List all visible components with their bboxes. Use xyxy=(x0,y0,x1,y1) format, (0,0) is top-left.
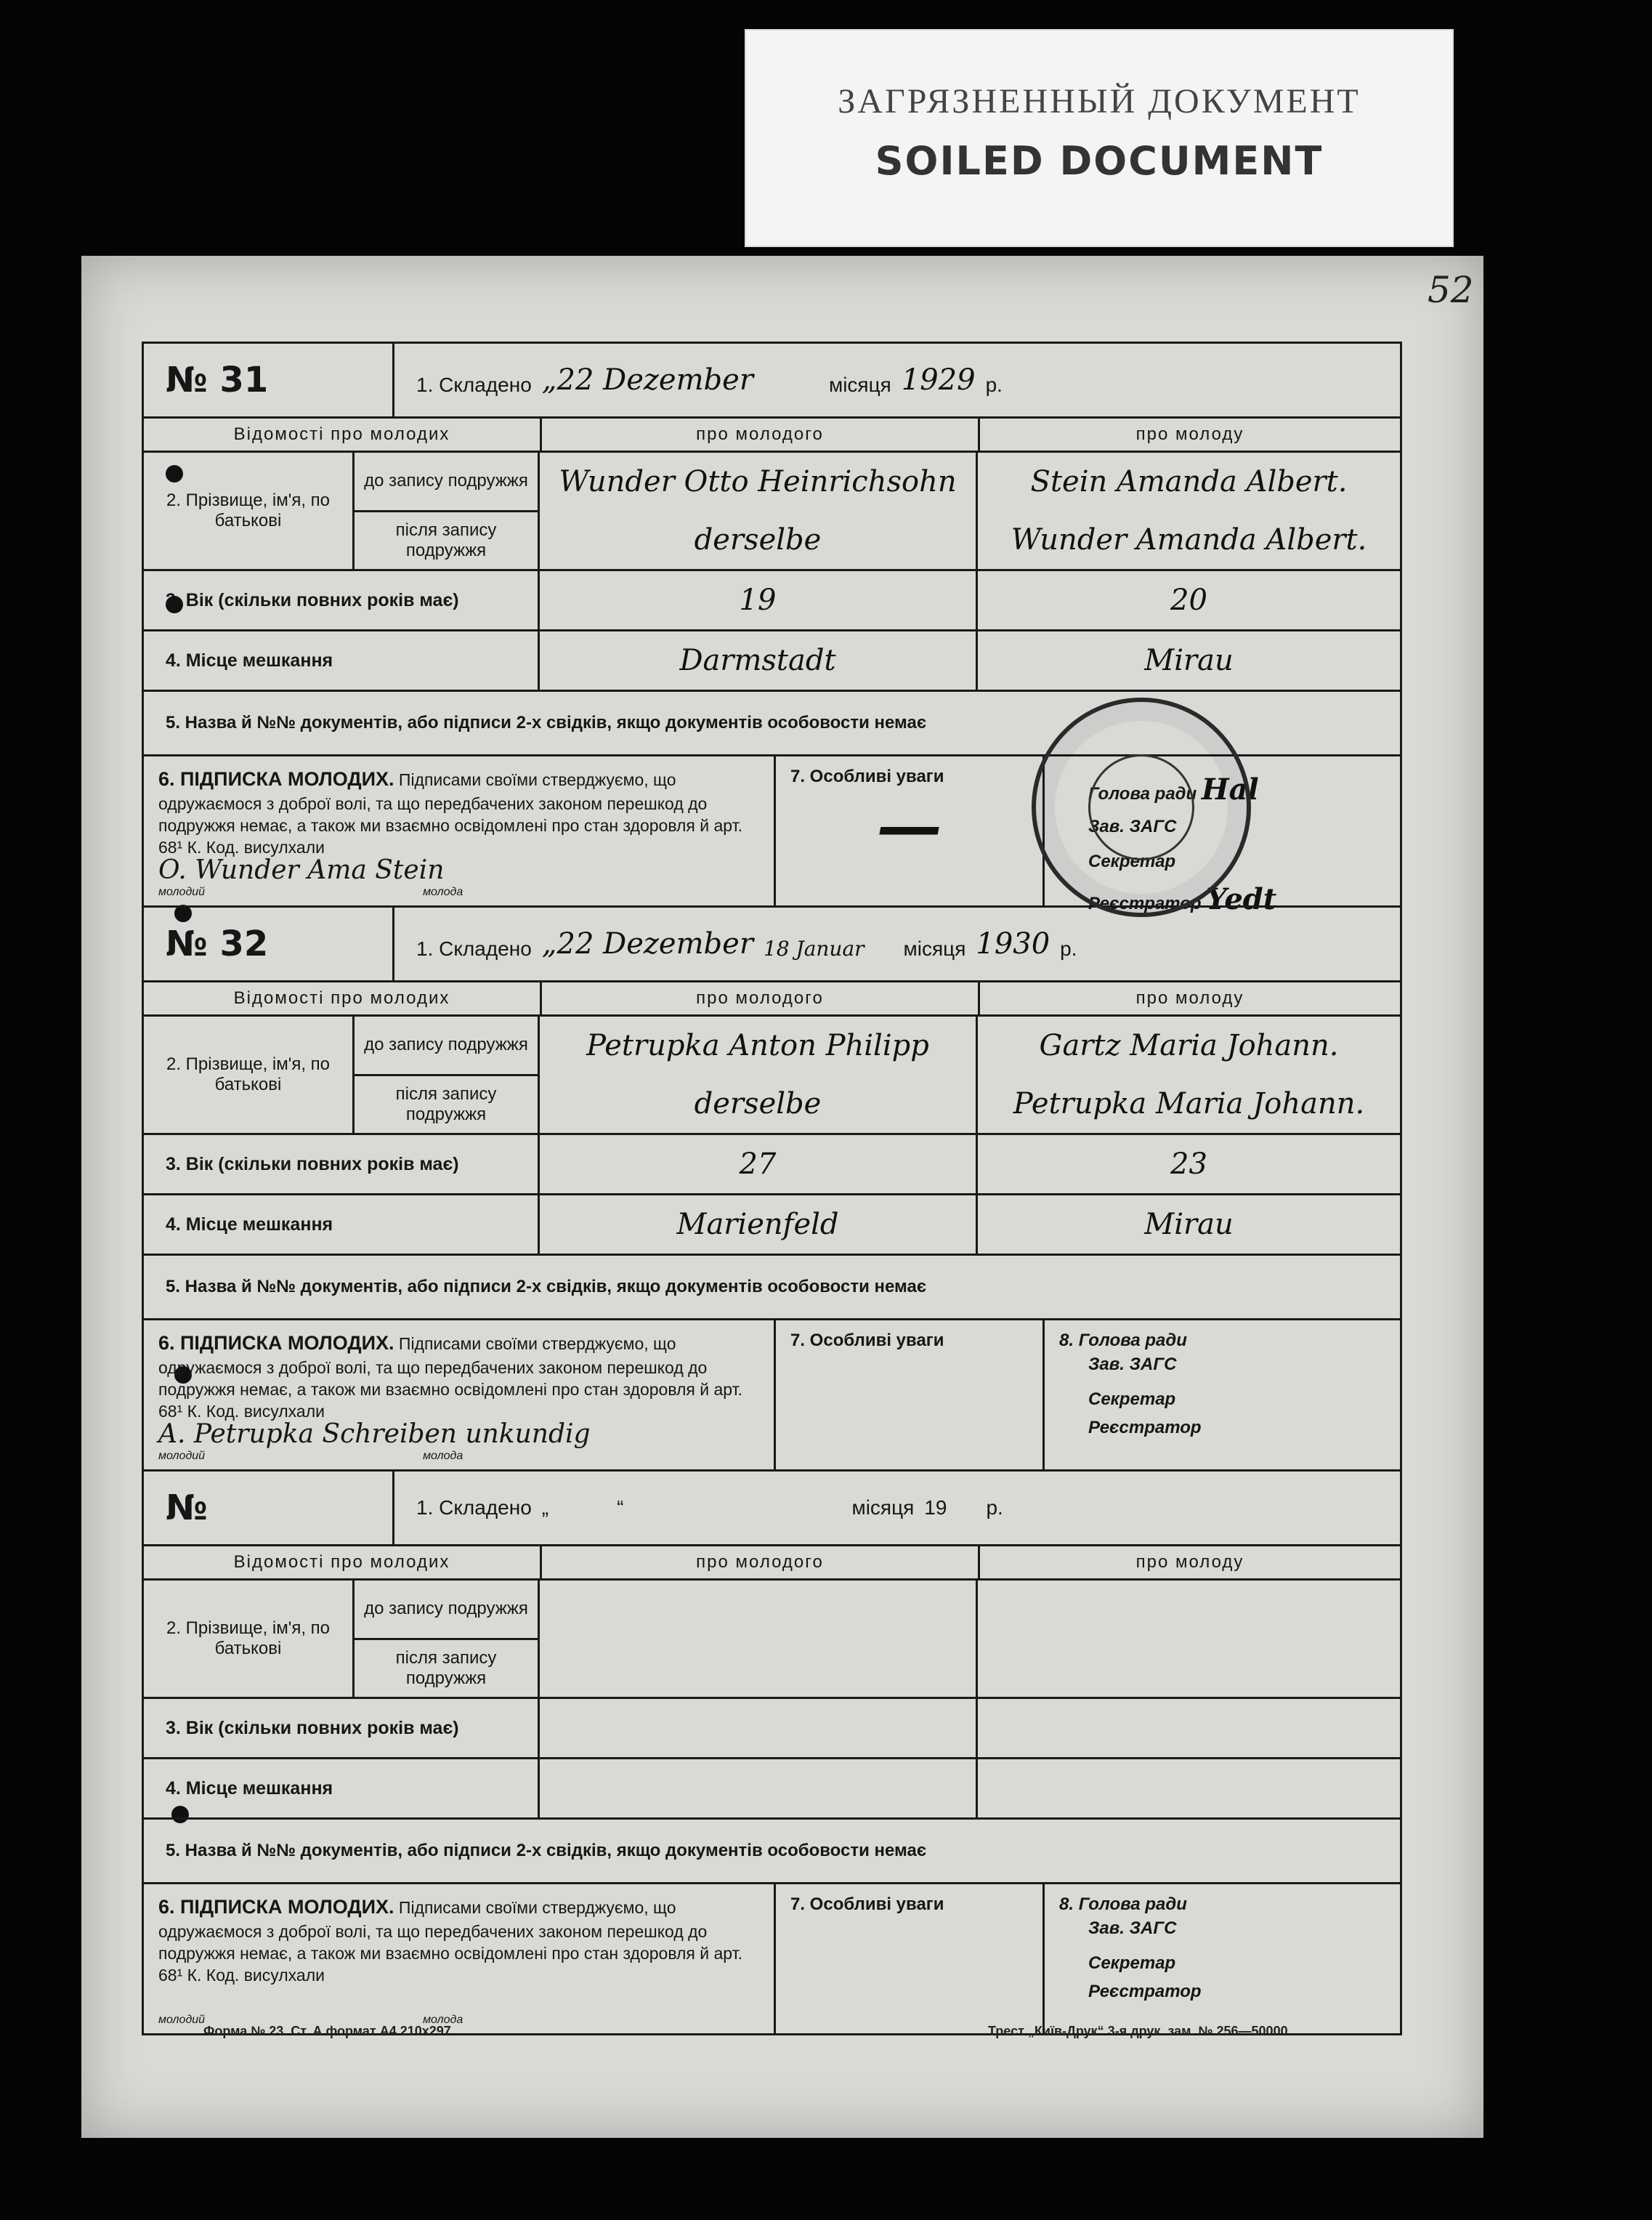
header-groom: про молодого xyxy=(542,1546,980,1578)
sign-title: 6. ПІДПИСКА МОЛОДИХ. xyxy=(158,1332,394,1354)
header-bride: про молоду xyxy=(1135,988,1244,1008)
after-label: після запису подружжя xyxy=(395,1647,497,1688)
secretary-label: Секретар xyxy=(1088,852,1176,872)
secretary-label: Секретар xyxy=(1088,1953,1176,1974)
month-label: місяця xyxy=(828,374,891,396)
sign-text: Підписами своїми стверджуємо, що одружаємося з доброї волі, та що передбачених законом перешкод до подружжя немає, а також ми взаємно освідомлені про стан здоровля й арт. 68¹ К. Код. висулхали xyxy=(158,770,742,857)
sign-text: Підписами своїми стверджуємо, що одружаємося з доброї волі, та що передбачених законом перешкод до подружжя немає, а також ми взаємно освідомлені про стан здоровля й арт. 68¹ К. Код. висулхали xyxy=(158,1898,742,1985)
official-block xyxy=(1045,1884,1400,2033)
couple-signatures: A. Petrupka Schreiben unkundig xyxy=(158,1419,591,1450)
composed-correction: 18 Januar xyxy=(763,937,865,961)
header-groom: про молодого xyxy=(542,982,980,1014)
notes-block xyxy=(776,756,1045,905)
composed-year: 19 xyxy=(924,1496,947,1519)
record-32 xyxy=(142,905,1402,1472)
record-number-value: № 31 xyxy=(166,360,269,400)
header-bride: про молоду xyxy=(1135,1552,1244,1572)
name-label: 2. Прізвище, ім'я, по батькові xyxy=(144,1017,355,1133)
bride-name-after: Petrupka Maria Johann. xyxy=(1013,1087,1365,1121)
secretary-signature: Yedt xyxy=(1206,881,1277,916)
sign-text: Підписами своїми стверджуємо, що одружаємося з доброї волі, та що передбачених законом перешкод до подружжя немає, а також ми взаємно освідомлені про стан здоровля й арт. 68¹ К. Код. висулхали xyxy=(158,1334,742,1421)
groom-age: 27 xyxy=(739,1147,777,1181)
head-num: 8. xyxy=(1059,1894,1074,1914)
secretary-label: Секретар xyxy=(1088,1389,1176,1410)
couple-signature-block xyxy=(144,1320,776,1469)
composed-day: „22 Dezember xyxy=(541,927,753,961)
header-info: Відомості про молодих xyxy=(144,1546,542,1578)
zags-label: Зав. ЗАГС xyxy=(1088,817,1177,836)
header-info: Відомості про молодих xyxy=(144,419,542,451)
header-bride: про молоду xyxy=(1135,424,1244,444)
age-label: 3. Вік (скільки повних років має) xyxy=(144,1135,540,1193)
groom-sig-label: молодий xyxy=(158,885,206,898)
groom-name-after: derselbe xyxy=(694,1087,822,1121)
registrar-label: Реєстратор xyxy=(1088,893,1202,913)
zags-label: Зав. ЗАГС xyxy=(1088,1918,1177,1938)
composed-day: „ xyxy=(541,1496,549,1519)
head-num: 8. xyxy=(1059,1331,1074,1350)
head-signature: Hal xyxy=(1201,772,1259,807)
label-ru: ЗАГРЯЗНЕННЫЙ ДОКУМЕНТ xyxy=(838,82,1361,121)
groom-sig-label: молодий xyxy=(158,2013,206,2026)
head-label: Голова ради xyxy=(1078,1894,1187,1914)
composed-day: „22 Dezember xyxy=(541,363,753,397)
bride-sig-label: молода xyxy=(423,1449,463,1462)
name-label: 2. Прізвище, ім'я, по батькові xyxy=(144,453,355,569)
notes-label: 7. Особливі уваги xyxy=(790,1331,944,1350)
registrar-label: Реєстратор xyxy=(1088,1417,1202,1437)
bride-age: 20 xyxy=(1170,583,1207,617)
official-block xyxy=(1045,1320,1400,1469)
notes-label: 7. Особливі уваги xyxy=(790,767,944,786)
notes-block xyxy=(776,1884,1045,2033)
after-label: після запису подружжя xyxy=(395,520,497,560)
form-footer-left: Форма № 23. Ст. А формат А4 210х297 xyxy=(203,2024,451,2038)
notes-mark: — xyxy=(876,787,942,864)
groom-name-after: derselbe xyxy=(694,523,822,557)
composed-label: 1. Складено xyxy=(416,937,532,960)
after-label: після запису подружжя xyxy=(395,1083,497,1124)
documents-label: 5. Назва й №№ документів, або підписи 2-х свідків, якщо документів особовости немає xyxy=(144,1820,1400,1884)
before-label: до запису подружжя xyxy=(355,1581,538,1640)
name-label: 2. Прізвище, ім'я, по батькові xyxy=(144,1581,355,1697)
couple-signature-block xyxy=(144,1884,776,2033)
record-number-value: № 32 xyxy=(166,924,269,964)
groom-residence: Darmstadt xyxy=(679,643,836,677)
documents-label: 5. Назва й №№ документів, або підписи 2-х свідків, якщо документів особовости немає xyxy=(144,692,1400,756)
composed-label: 1. Складено xyxy=(416,1496,532,1519)
month-label: місяця xyxy=(851,1496,915,1519)
residence-label: 4. Місце мешкання xyxy=(144,1195,540,1254)
composed-line xyxy=(394,363,1400,397)
before-label: до запису подружжя xyxy=(355,1017,538,1076)
groom-name-before: Wunder Otto Heinrichsohn xyxy=(559,464,957,499)
month-label: місяця xyxy=(903,937,966,960)
year-suffix: р. xyxy=(1060,937,1077,960)
year-suffix: р. xyxy=(985,374,1003,396)
composed-label: 1. Складено xyxy=(416,374,532,396)
header-groom: про молодого xyxy=(542,419,980,451)
bride-residence: Mirau xyxy=(1144,1207,1234,1241)
age-label: 3. Вік (скільки повних років має) xyxy=(144,571,540,629)
composed-year: 1930 xyxy=(976,927,1050,961)
record-number-value: № xyxy=(166,1488,208,1528)
couple-signatures: O. Wunder Ama Stein xyxy=(158,855,445,886)
composed-year: 1929 xyxy=(901,363,976,397)
groom-sig-label: молодий xyxy=(158,1449,206,1462)
page-number: 52 xyxy=(1428,269,1474,311)
head-label: Голова ради xyxy=(1078,1331,1187,1350)
groom-name-before: Petrupka Anton Philipp xyxy=(586,1028,929,1062)
groom-residence: Marienfeld xyxy=(676,1207,839,1241)
residence-label: 4. Місце мешкання xyxy=(144,631,540,690)
record-number xyxy=(144,908,394,980)
documents-label: 5. Назва й №№ документів, або підписи 2-х свідків, якщо документів особовости немає xyxy=(144,1256,1400,1320)
bride-age: 23 xyxy=(1170,1147,1207,1181)
bride-name-before: Stein Amanda Albert. xyxy=(1030,464,1348,499)
registrar-label: Реєстратор xyxy=(1088,1981,1202,2001)
notes-block xyxy=(776,1320,1045,1469)
sign-title: 6. ПІДПИСКА МОЛОДИХ. xyxy=(158,768,394,790)
sign-title: 6. ПІДПИСКА МОЛОДИХ. xyxy=(158,1896,394,1918)
composed-day-end: “ xyxy=(617,1496,624,1519)
zags-label: Зав. ЗАГС xyxy=(1088,1355,1177,1374)
age-label: 3. Вік (скільки повних років має) xyxy=(144,1699,540,1757)
couple-signature-block xyxy=(144,756,776,905)
head-label: Голова ради xyxy=(1088,784,1197,804)
official-seal xyxy=(1032,698,1251,917)
label-en: SOILED DOCUMENT xyxy=(875,138,1324,184)
composed-line xyxy=(394,1496,1400,1519)
soiled-document-label xyxy=(745,29,1454,247)
marriage-register-form xyxy=(142,342,1402,2033)
bride-sig-label: молода xyxy=(423,2013,463,2026)
bride-residence: Mirau xyxy=(1144,643,1234,677)
record-blank xyxy=(142,1469,1402,2035)
year-suffix: р. xyxy=(986,1496,1003,1519)
notes-label: 7. Особливі уваги xyxy=(790,1894,944,1914)
groom-age: 19 xyxy=(739,583,777,617)
record-number xyxy=(144,344,394,416)
bride-sig-label: молода xyxy=(423,885,463,898)
form-footer-right: Трест „Київ-Друк“ 3-я друк. зам. № 256—50000. xyxy=(988,2024,1292,2038)
residence-label: 4. Місце мешкання xyxy=(144,1759,540,1817)
header-info: Відомості про молодих xyxy=(144,982,542,1014)
bride-name-after: Wunder Amanda Albert. xyxy=(1011,523,1367,557)
composed-line xyxy=(394,927,1400,961)
bride-name-before: Gartz Maria Johann. xyxy=(1039,1028,1339,1062)
before-label: до запису подружжя xyxy=(355,453,538,512)
record-number xyxy=(144,1472,394,1544)
